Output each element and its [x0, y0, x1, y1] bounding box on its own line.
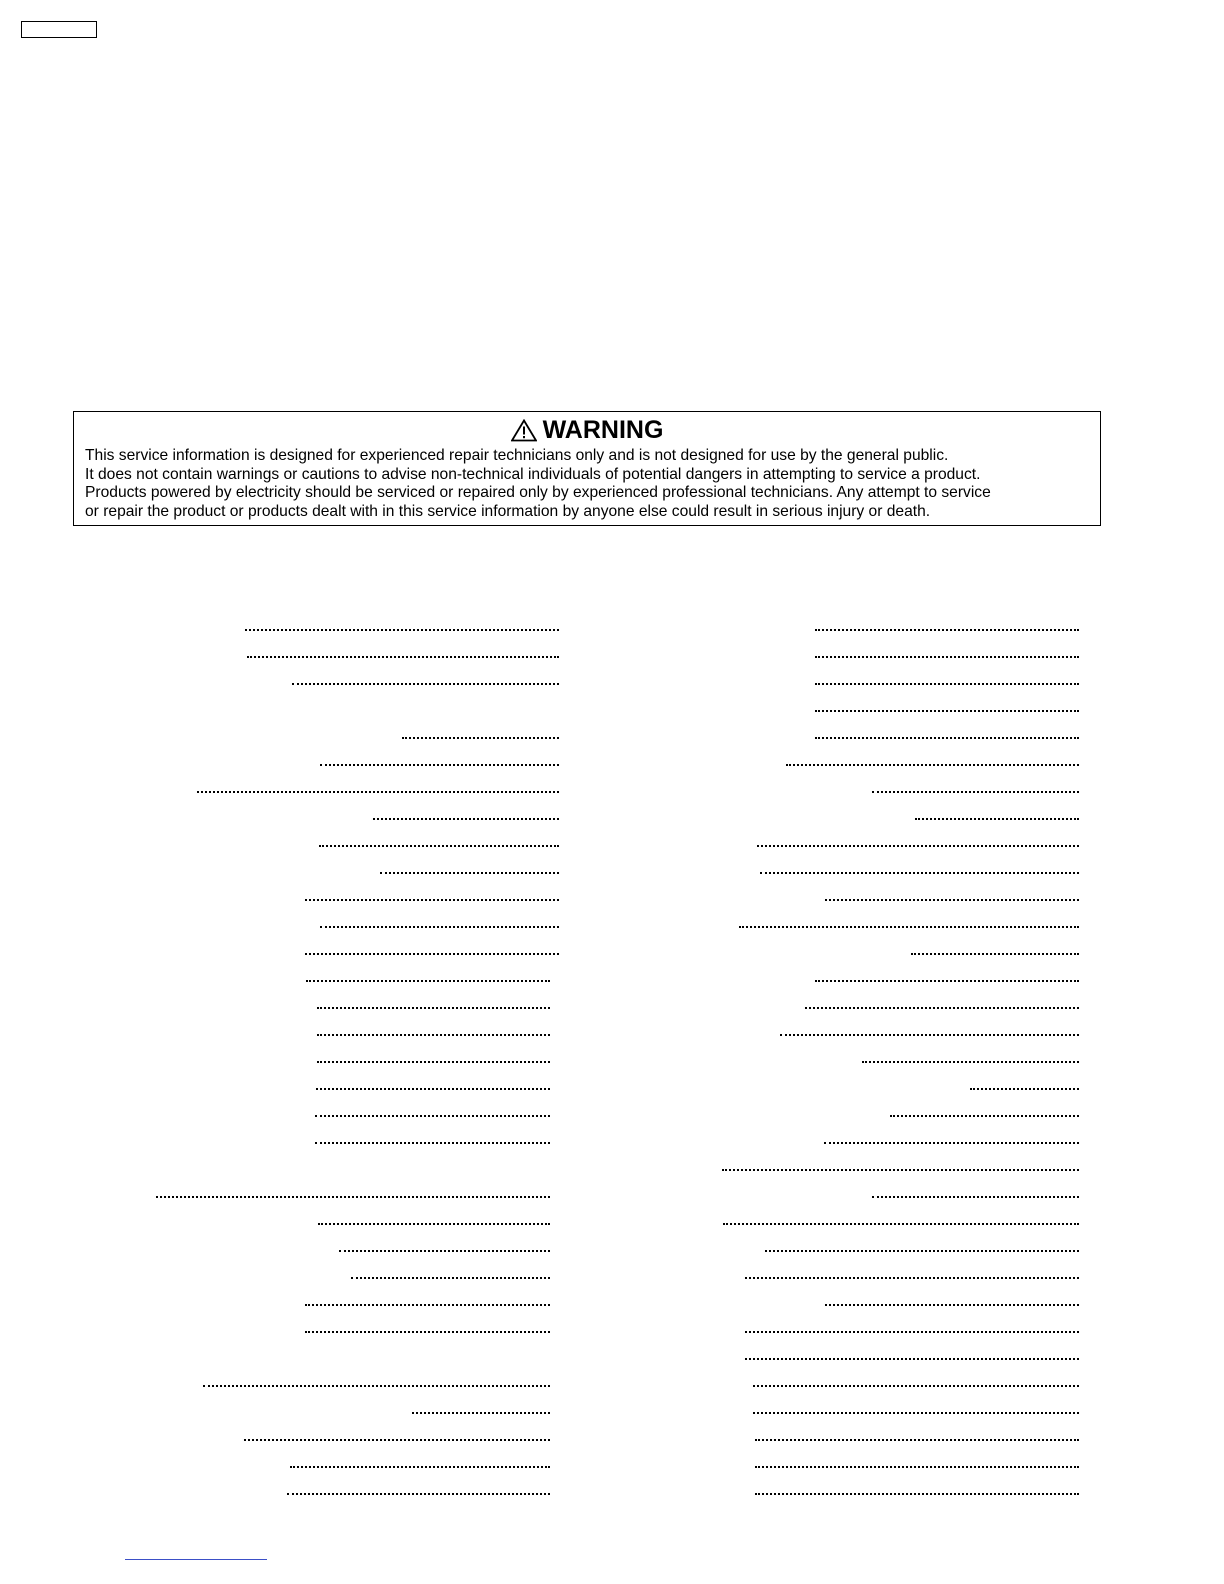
toc-leader-right-18: [970, 1087, 1079, 1090]
toc-leader-right-7: [872, 790, 1079, 793]
toc-leader-right-32: [755, 1465, 1079, 1468]
warning-box: [73, 411, 1101, 526]
toc-leader-left-17: [317, 1060, 550, 1063]
toc-leader-right-19: [890, 1114, 1079, 1117]
warning-triangle-icon: [511, 419, 537, 442]
toc-leader-left-22: [156, 1195, 550, 1198]
toc-leader-right-3: [815, 682, 1079, 685]
toc-leader-left-12: [320, 925, 559, 928]
toc-leader-left-31: [244, 1438, 550, 1441]
toc-leader-left-16: [317, 1033, 550, 1036]
warning-title: WARNING: [542, 416, 664, 444]
toc-leader-right-10: [760, 871, 1079, 874]
bottom-link-underline[interactable]: [125, 1559, 267, 1561]
toc-leader-left-24: [339, 1249, 550, 1252]
warning-line-3: Products powered by electricity should be serviced or repaired only by experienced professional technicians. Any attempt to service: [85, 484, 991, 501]
toc-leader-left-23: [318, 1222, 550, 1225]
toc-leader-left-18: [316, 1087, 550, 1090]
toc-leader-right-22: [872, 1195, 1079, 1198]
toc-leader-right-8: [915, 817, 1079, 820]
toc-leader-right-6: [786, 763, 1079, 766]
toc-leader-left-1: [245, 628, 559, 631]
warning-line-2: It does not contain warnings or cautions to advise non-technical individuals of potential dangers in attempting to service a product.: [85, 465, 981, 483]
toc-leader-right-9: [757, 844, 1079, 847]
toc-leader-left-6: [320, 763, 559, 766]
toc-leader-right-4: [815, 709, 1079, 712]
toc-leader-right-29: [753, 1384, 1079, 1387]
toc-leader-left-5: [402, 736, 559, 739]
toc-leader-right-11: [825, 898, 1079, 901]
toc-leader-right-23: [723, 1222, 1079, 1225]
toc-leader-right-15: [805, 1006, 1079, 1009]
toc-leader-right-21: [722, 1168, 1079, 1171]
toc-leader-right-20: [824, 1141, 1079, 1144]
toc-leader-left-2: [247, 655, 559, 658]
toc-leader-right-5: [815, 736, 1079, 739]
toc-leader-right-25: [745, 1276, 1079, 1279]
toc-leader-left-3: [292, 682, 559, 685]
toc-leader-right-27: [745, 1330, 1079, 1333]
toc-leader-right-13: [911, 952, 1079, 955]
toc-leader-left-20: [315, 1141, 550, 1144]
warning-line-1: This service information is designed for experienced repair technicians only and is not designed for use by the general public.: [85, 447, 949, 464]
toc-leader-right-28: [745, 1357, 1079, 1360]
toc-leader-left-14: [306, 979, 550, 982]
toc-leader-right-30: [753, 1411, 1079, 1414]
toc-leader-left-30: [412, 1411, 550, 1414]
toc-leader-right-26: [825, 1303, 1079, 1306]
toc-leader-left-29: [203, 1384, 550, 1387]
toc-leader-left-7: [197, 790, 559, 793]
toc-leader-left-25: [351, 1276, 550, 1279]
toc-leader-left-27: [305, 1330, 550, 1333]
page-corner-box: [21, 21, 97, 38]
toc-leader-right-16: [780, 1033, 1079, 1036]
toc-leader-left-8: [373, 817, 559, 820]
toc-leader-right-2: [815, 655, 1079, 658]
toc-leader-right-12: [739, 925, 1079, 928]
toc-leader-right-17: [862, 1060, 1079, 1063]
toc-leader-left-9: [319, 844, 559, 847]
toc-leader-left-15: [317, 1006, 550, 1009]
toc-leader-left-26: [305, 1303, 550, 1306]
toc-leader-right-1: [815, 628, 1079, 631]
warning-line-4: or repair the product or products dealt with in this service information by anyone else could result in serious injury or death.: [85, 502, 931, 520]
toc-leader-right-24: [765, 1249, 1079, 1252]
toc-leader-right-31: [755, 1438, 1079, 1441]
toc-leader-left-10: [380, 871, 559, 874]
toc-leader-left-13: [305, 952, 559, 955]
toc-leader-left-11: [305, 898, 559, 901]
toc-leader-right-33: [755, 1492, 1079, 1495]
toc-leader-left-19: [315, 1114, 550, 1117]
toc-leader-left-33: [287, 1492, 550, 1495]
warning-heading: [85, 415, 1100, 445]
toc-leader-left-32: [290, 1465, 550, 1468]
toc-leader-right-14: [815, 979, 1079, 982]
